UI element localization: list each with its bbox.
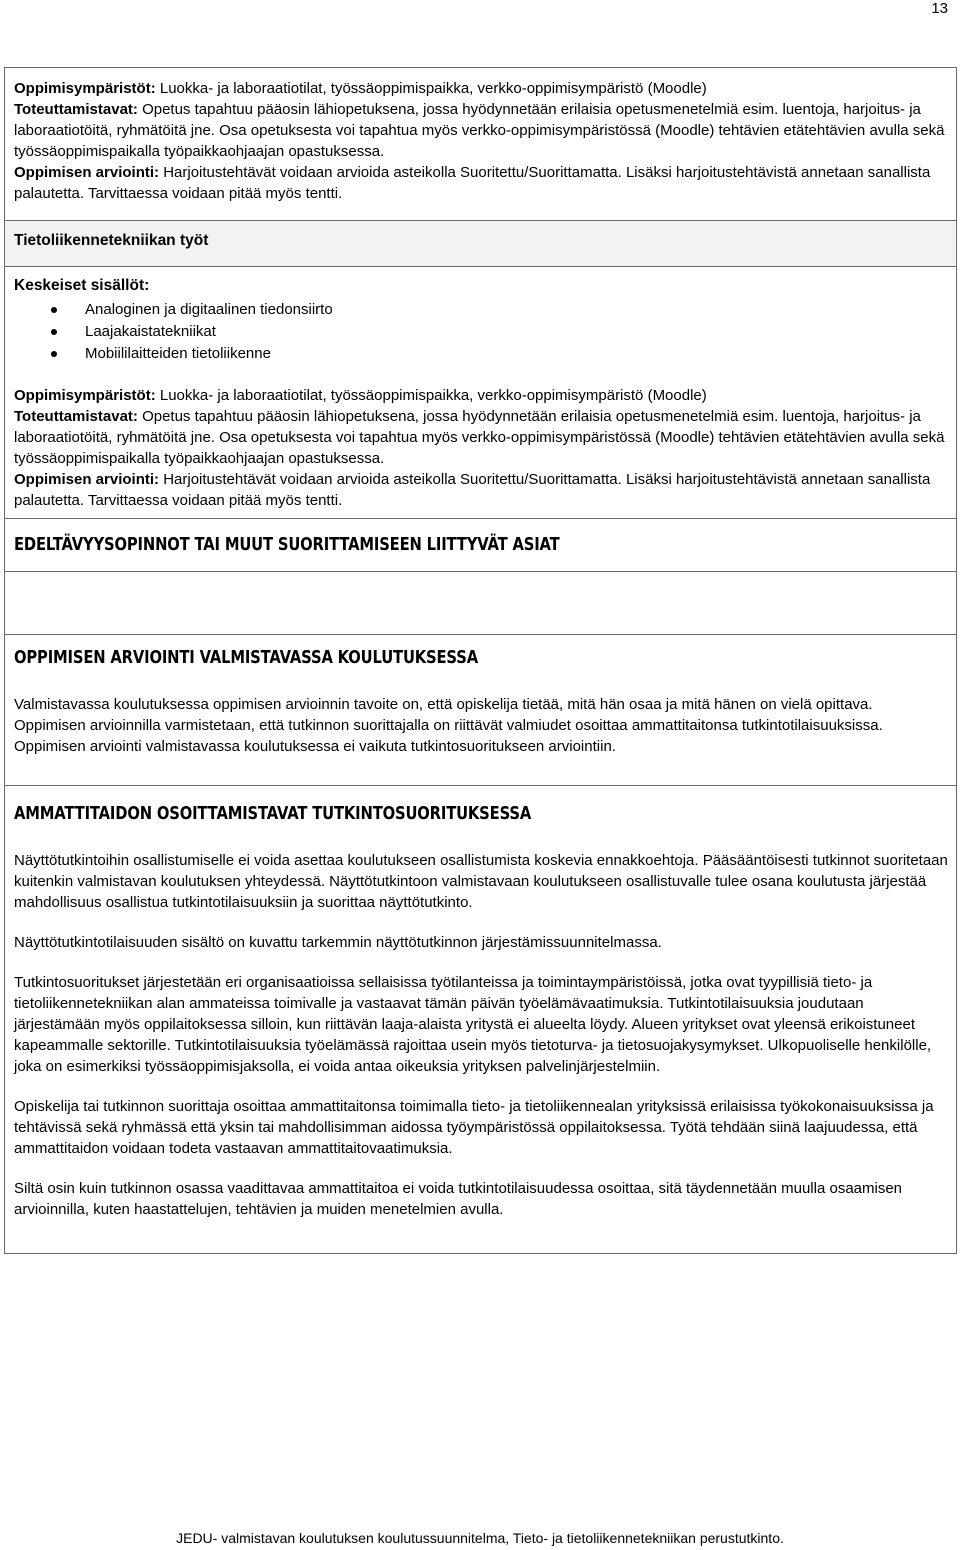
toteuttamistavat-text: Opetus tapahtuu pääosin lähiopetuksena, jossa hyödynnetään erilaisia opetusmenetelmiä esim. luentoja, harjoitus- ja laboraatiotöitä, ryhmätöitä jne. Osa opetuksesta voi tapahtua myös verkko-oppimisympäristössä (Moodle) tehtävien etätehtävien avulla sekä työssäoppimispaikalla työpaikkaohjaajan opastuksessa. — [14, 101, 945, 160]
arviointi-paragraph — [14, 162, 949, 204]
arviointi-label: Oppimisen arviointi: — [14, 164, 160, 181]
section-divider — [4, 571, 957, 572]
bullet-icon — [51, 307, 57, 313]
module-details-text — [14, 78, 949, 204]
toteuttamistavat-paragraph — [14, 99, 949, 162]
list-item: Laajakaistatekniikat — [14, 321, 333, 343]
ammattitaito-body — [14, 850, 949, 1220]
module-title: Tietoliikennetekniikan työt — [14, 232, 209, 249]
ammattitaito-paragraph: Siltä osin kuin tutkinnon osassa vaadittavaa ammattitaitoa ei voida tutkintotilaisuudessa osoittaa, sitä täydennetään muulla osaamisen arvioinnilla, kuten haastattelujen, tehtävien ja muiden menetelmien avulla. — [14, 1180, 903, 1218]
ammattitaito-paragraph: Opiskelija tai tutkinnon suorittaja osoittaa ammattitaitonsa toimimalla tieto- ja tietoliikennealan yrityksissä erilaisissa työkokonaisuuksissa ja tehtävissä sekä ryhmässä että yksin tai mahdollisimman aidossa työympäristössä oppilaitoksessa. Työtä tehdään siinä laajuudessa, että ammattitaidon voidaan todeta vastaavan ammattitaitovaatimuksia. — [14, 1098, 934, 1157]
ammattitaito-paragraph: Näyttötutkintoihin osallistumiselle ei voida asettaa koulutukseen osallistumista koskevia ennakkoehtoja. Pääsääntöisesti tutkinnot suoritetaan kuitenkin valmistavan koulutuksen yhteydessä. Näyttötutkintoon valmistavaan koulutukseen osallistuvalle tulee osana koulutusta järjestää mahdollisuus osallistua tutkintotilaisuuksiin ja suorittaa näyttötutkinto. — [14, 852, 948, 911]
edeltavyys-title: EDELTÄVYYSOPINNOT TAI MUUT SUORITTAMISEEN LIITTYVÄT ASIAT — [14, 534, 560, 555]
list-item: Mobiililaitteiden tietoliikenne — [14, 343, 333, 365]
list-item: Analoginen ja digitaalinen tiedonsiirto — [14, 299, 333, 321]
arviointi-title: OPPIMISEN ARVIOINTI VALMISTAVASSA KOULUTUKSESSA — [14, 647, 478, 668]
page-footer: JEDU- valmistavan koulutuksen koulutussuunnitelma, Tieto- ja tietoliikennetekniikan perustutkinto. — [176, 1530, 784, 1546]
ammattitaito-title: AMMATTITAIDON OSOITTAMISTAVAT TUTKINTOSUORITUKSESSA — [14, 803, 532, 824]
oppimisymparistot-text: Luokka- ja laboraatiotilat, työssäoppimispaikka, verkko-oppimisympäristö (Moodle) — [155, 387, 707, 404]
arviointi-text: Harjoitustehtävät voidaan arvioida asteikolla Suoritettu/Suorittamatta. Lisäksi harjoitustehtävistä annetaan sanallista palautetta. Tarvittaessa voidaan pitää myös tentti. — [14, 471, 931, 509]
toteuttamistavat-paragraph — [14, 406, 949, 469]
toteuttamistavat-label: Toteuttamistavat: — [14, 408, 138, 425]
oppimisymparistot-label: Oppimisympäristöt: — [14, 80, 156, 97]
toteuttamistavat-label: Toteuttamistavat: — [14, 101, 138, 118]
keskeiset-label: Keskeiset sisällöt: — [14, 277, 150, 294]
toteuttamistavat-text: Opetus tapahtuu pääosin lähiopetuksena, jossa hyödynnetään erilaisia opetusmenetelmiä esim. luentoja, harjoitus- ja laboraatiotöitä, ryhmätöitä jne. Osa opetuksesta voi tapahtua myös verkko-oppimisympäristössä (Moodle) tehtävien etätehtävien avulla sekä työssäoppimispaikalla työpaikkaohjaajan opastuksessa. — [14, 408, 945, 467]
arviointi-text: Harjoitustehtävät voidaan arvioida asteikolla Suoritettu/Suorittamatta. Lisäksi harjoitustehtävistä annetaan sanallista palautetta. Tarvittaessa voidaan pitää myös tentti. — [14, 164, 931, 202]
oppimisymparistot-paragraph — [14, 78, 949, 99]
oppimisymparistot-label: Oppimisympäristöt: — [14, 387, 156, 404]
module-details-text-2 — [14, 385, 949, 511]
page-number: 13 — [931, 0, 948, 17]
ammattitaito-paragraph: Näyttötutkintotilaisuuden sisältö on kuvattu tarkemmin näyttötutkinnon järjestämissuunnitelmassa. — [14, 934, 662, 951]
arviointi-label: Oppimisen arviointi: — [14, 471, 160, 488]
arviointi-section-text: Valmistavassa koulutuksessa oppimisen arvioinnin tavoite on, että opiskelija tietää, mitä hän osaa ja mitä hänen on vielä opittava. Oppimisen arvioinnilla varmistetaan, että tutkinnon suorittajalla on riittävät valmiudet osoittaa ammattitaitonsa tutkintotilaisuuksissa. Oppimisen arviointi valmistavassa koulutuksessa ei vaikuta tutkintosuoritukseen arviointiin. — [14, 696, 883, 755]
bullet-icon — [51, 329, 57, 335]
arviointi-body — [14, 694, 929, 757]
oppimisymparistot-paragraph — [14, 385, 949, 406]
arviointi-paragraph — [14, 469, 949, 511]
bullet-icon — [51, 351, 57, 357]
ammattitaito-paragraph: Tutkintosuoritukset järjestetään eri organisaatioissa sellaisissa työtilanteissa ja toimintaympäristöissä, jotka ovat tyypillisiä tieto- ja tietoliikennetekniikan alan ammateissa toimivalle ja vastaavat tämän päivän työelämävaatimuksia. Tutkintotilaisuuksia joudutaan järjestämään myös oppilaitoksessa silloin, kun riittävän laaja-alaista yritystä ei alueelta löydy. Alueen yritykset ovat yleensä erikoistuneet kapeammalle sektorille. Tutkintotilaisuuksia työelämässä rajoittaa usein myös tietoturva- ja tietosuojakysymykset. Ulkopuoliselle henkilölle, joka on esimerkiksi työssäoppimisjaksolla, ei voida antaa oikeuksia yrityksen palvelinjärjestelmiin. — [14, 974, 932, 1075]
oppimisymparistot-text: Luokka- ja laboraatiotilat, työssäoppimispaikka, verkko-oppimisympäristö (Moodle) — [155, 80, 707, 97]
keskeiset-list — [14, 299, 333, 365]
